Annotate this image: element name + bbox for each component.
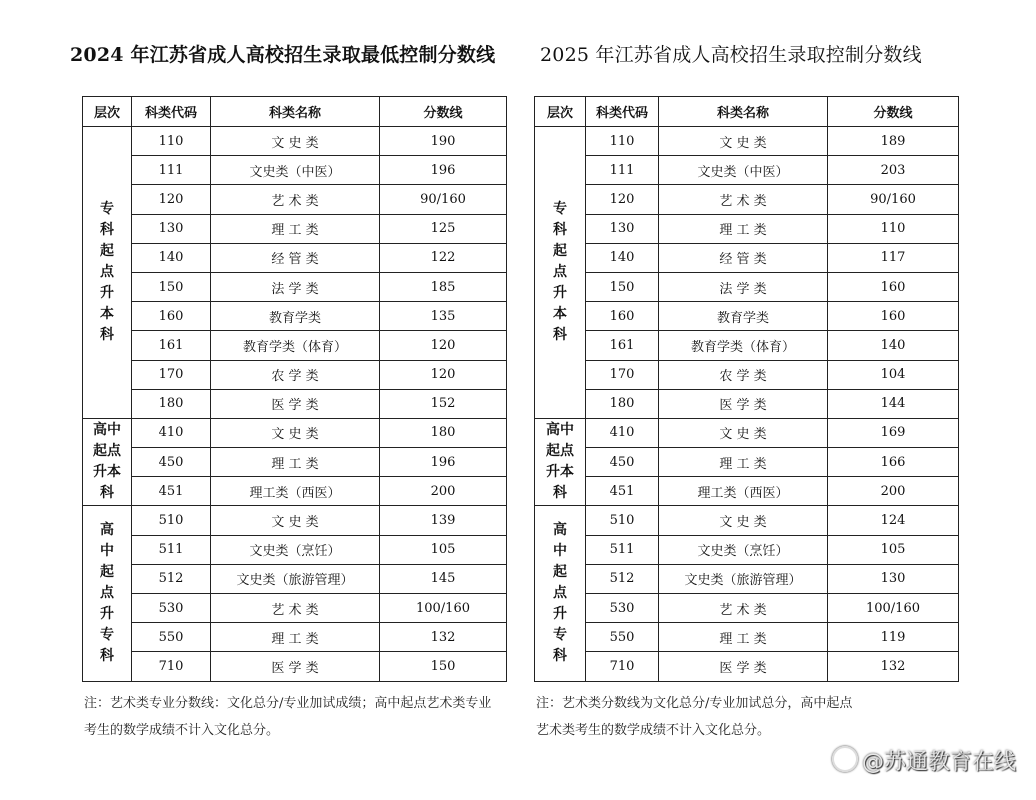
header-score: 分数线: [828, 97, 959, 127]
level-group-label: 高中起点升本科: [93, 422, 121, 502]
category-cell: 艺 术 类: [211, 594, 380, 623]
table-row: [83, 185, 507, 214]
level-group-cell: [83, 127, 132, 419]
code-cell: 161: [586, 331, 659, 360]
table-row: [83, 623, 507, 652]
category-cell: 教育学类: [211, 302, 380, 331]
score-cell: 140: [828, 331, 959, 360]
score-cell: 200: [828, 477, 959, 506]
title-2025: 2025 年江苏省成人高校招生录取控制分数线: [540, 44, 922, 66]
category-cell: 文史类（中医）: [659, 156, 828, 185]
table-row: [83, 302, 507, 331]
code-cell: 150: [586, 272, 659, 301]
code-cell: 530: [586, 594, 659, 623]
header-code: 科类代码: [586, 97, 659, 127]
table-row: [83, 506, 507, 535]
level-group-cell: [83, 418, 132, 506]
title-2024: 2024 年江苏省成人高校招生录取最低控制分数线: [70, 44, 496, 66]
score-cell: 160: [828, 302, 959, 331]
table-row: [535, 594, 959, 623]
score-cell: 122: [380, 243, 507, 272]
score-cell: 144: [828, 389, 959, 418]
category-cell: 艺 术 类: [659, 185, 828, 214]
category-cell: 医 学 类: [211, 389, 380, 418]
table-row: [83, 652, 507, 681]
table-row: [535, 360, 959, 389]
table-row: [83, 535, 507, 564]
category-cell: 文史类（烹饪）: [659, 535, 828, 564]
score-cell: 132: [380, 623, 507, 652]
note-2024: 注：艺术类专业分数线：文化总分/专业加试成绩；高中起点艺术类专业考生的数学成绩不计入文化总分。: [84, 696, 492, 738]
category-cell: 文史类（中医）: [211, 156, 380, 185]
code-cell: 130: [586, 214, 659, 243]
code-cell: 170: [586, 360, 659, 389]
table-row: [83, 389, 507, 418]
table-row: [83, 127, 507, 156]
header-category: 科类名称: [659, 97, 828, 127]
score-cell: 145: [380, 564, 507, 593]
code-cell: 150: [132, 272, 211, 301]
header-code: 科类代码: [132, 97, 211, 127]
code-cell: 110: [586, 127, 659, 156]
code-cell: 710: [132, 652, 211, 681]
code-cell: 512: [586, 564, 659, 593]
category-cell: 艺 术 类: [659, 594, 828, 623]
category-cell: 理 工 类: [659, 448, 828, 477]
score-cell: 110: [828, 214, 959, 243]
table-row: [535, 302, 959, 331]
category-cell: 医 学 类: [659, 389, 828, 418]
level-group-cell: [535, 506, 586, 681]
score-cell: 90/160: [828, 185, 959, 214]
code-cell: 410: [132, 418, 211, 447]
code-cell: 140: [132, 243, 211, 272]
note-2025-line1: 注：艺术类分数线为文化总分/专业加试总分，高中起点: [536, 696, 853, 711]
table-row: [535, 506, 959, 535]
table-row: [83, 594, 507, 623]
category-cell: 医 学 类: [211, 652, 380, 681]
code-cell: 530: [132, 594, 211, 623]
table-row: [83, 156, 507, 185]
code-cell: 710: [586, 652, 659, 681]
table-row: [83, 214, 507, 243]
table-row: [535, 331, 959, 360]
table-row: [83, 243, 507, 272]
level-group-label: 专科起点升本科: [100, 200, 114, 343]
header-level: 层次: [83, 97, 132, 127]
score-cell: 190: [380, 127, 507, 156]
code-cell: 450: [586, 448, 659, 477]
category-cell: 文 史 类: [659, 506, 828, 535]
score-cell: 105: [828, 535, 959, 564]
category-cell: 理 工 类: [211, 448, 380, 477]
category-cell: 文 史 类: [659, 127, 828, 156]
header-level: 层次: [535, 97, 586, 127]
code-cell: 180: [132, 389, 211, 418]
category-cell: 文史类（烹饪）: [211, 535, 380, 564]
score-cell: 119: [828, 623, 959, 652]
score-cell: 120: [380, 331, 507, 360]
level-group-label: 高中起点升专科: [553, 522, 567, 664]
score-cell: 185: [380, 272, 507, 301]
table-row: [535, 272, 959, 301]
code-cell: 130: [132, 214, 211, 243]
table-row: [535, 185, 959, 214]
table-row: [535, 418, 959, 447]
category-cell: 文 史 类: [659, 418, 828, 447]
level-group-cell: [535, 418, 586, 506]
score-cell: 139: [380, 506, 507, 535]
code-cell: 111: [586, 156, 659, 185]
code-cell: 160: [132, 302, 211, 331]
table-header-row: [83, 97, 507, 127]
table-row: [535, 535, 959, 564]
category-cell: 经 管 类: [211, 243, 380, 272]
watermark: [832, 745, 1016, 776]
score-table-2024: [82, 96, 507, 682]
category-cell: 经 管 类: [659, 243, 828, 272]
category-cell: 法 学 类: [659, 272, 828, 301]
category-cell: 文 史 类: [211, 418, 380, 447]
code-cell: 510: [586, 506, 659, 535]
category-cell: 法 学 类: [211, 272, 380, 301]
code-cell: 111: [132, 156, 211, 185]
table-row: [535, 564, 959, 593]
code-cell: 160: [586, 302, 659, 331]
table-row: [535, 448, 959, 477]
score-cell: 125: [380, 214, 507, 243]
score-cell: 200: [380, 477, 507, 506]
category-cell: 文 史 类: [211, 506, 380, 535]
level-group-cell: [535, 127, 586, 419]
table-row: [535, 156, 959, 185]
category-cell: 教育学类: [659, 302, 828, 331]
code-cell: 451: [586, 477, 659, 506]
header-score: 分数线: [380, 97, 507, 127]
score-cell: 203: [828, 156, 959, 185]
category-cell: 理 工 类: [659, 214, 828, 243]
score-cell: 189: [828, 127, 959, 156]
table-row: [535, 214, 959, 243]
code-cell: 180: [586, 389, 659, 418]
category-cell: 理工类（西医）: [211, 477, 380, 506]
category-cell: 农 学 类: [211, 360, 380, 389]
score-cell: 130: [828, 564, 959, 593]
table-row: [83, 272, 507, 301]
score-cell: 196: [380, 156, 507, 185]
code-cell: 511: [132, 535, 211, 564]
category-cell: 理 工 类: [211, 623, 380, 652]
code-cell: 450: [132, 448, 211, 477]
level-group-label: 专科起点升本科: [553, 200, 567, 343]
score-cell: 166: [828, 448, 959, 477]
table-row: [535, 652, 959, 681]
category-cell: 文史类（旅游管理）: [211, 564, 380, 593]
category-cell: 教育学类（体育）: [211, 331, 380, 360]
table-row: [83, 477, 507, 506]
score-cell: 132: [828, 652, 959, 681]
score-cell: 100/160: [380, 594, 507, 623]
score-cell: 160: [828, 272, 959, 301]
category-cell: 农 学 类: [659, 360, 828, 389]
code-cell: 451: [132, 477, 211, 506]
level-group-label: 高中起点升本科: [546, 422, 574, 502]
category-cell: 理工类（西医）: [659, 477, 828, 506]
table-row: [535, 477, 959, 506]
table-row: [83, 564, 507, 593]
table-header-row: [535, 97, 959, 127]
code-cell: 550: [132, 623, 211, 652]
table-row: [83, 418, 507, 447]
watermark-text: @苏通教育在线: [861, 750, 1016, 775]
category-cell: 医 学 类: [659, 652, 828, 681]
score-cell: 117: [828, 243, 959, 272]
code-cell: 510: [132, 506, 211, 535]
score-table-2025: [534, 96, 959, 682]
code-cell: 511: [586, 535, 659, 564]
score-cell: 180: [380, 418, 507, 447]
table-row: [83, 360, 507, 389]
score-cell: 196: [380, 448, 507, 477]
code-cell: 170: [132, 360, 211, 389]
table-2024-panel: [82, 96, 507, 682]
table-row: [535, 389, 959, 418]
score-cell: 100/160: [828, 594, 959, 623]
score-cell: 105: [380, 535, 507, 564]
score-cell: 169: [828, 418, 959, 447]
table-row: [83, 331, 507, 360]
level-group-label: 高中起点升专科: [100, 522, 114, 664]
score-cell: 152: [380, 389, 507, 418]
score-cell: 120: [380, 360, 507, 389]
table-row: [535, 623, 959, 652]
table-2025-panel: [534, 96, 959, 682]
score-cell: 104: [828, 360, 959, 389]
table-row: [535, 127, 959, 156]
watermark-logo-icon: [832, 746, 858, 772]
category-cell: 教育学类（体育）: [659, 331, 828, 360]
category-cell: 理 工 类: [659, 623, 828, 652]
note-2025-line2: 艺术类考生的数学成绩不计入文化总分。: [536, 723, 771, 738]
score-cell: 135: [380, 302, 507, 331]
score-cell: 124: [828, 506, 959, 535]
code-cell: 161: [132, 331, 211, 360]
category-cell: 文 史 类: [211, 127, 380, 156]
header-category: 科类名称: [211, 97, 380, 127]
category-cell: 文史类（旅游管理）: [659, 564, 828, 593]
code-cell: 512: [132, 564, 211, 593]
category-cell: 理 工 类: [211, 214, 380, 243]
table-row: [535, 243, 959, 272]
category-cell: 艺 术 类: [211, 185, 380, 214]
code-cell: 550: [586, 623, 659, 652]
code-cell: 120: [586, 185, 659, 214]
note-2025: [536, 690, 852, 744]
score-cell: 150: [380, 652, 507, 681]
code-cell: 410: [586, 418, 659, 447]
code-cell: 120: [132, 185, 211, 214]
code-cell: 140: [586, 243, 659, 272]
level-group-cell: [83, 506, 132, 681]
code-cell: 110: [132, 127, 211, 156]
score-cell: 90/160: [380, 185, 507, 214]
table-row: [83, 448, 507, 477]
